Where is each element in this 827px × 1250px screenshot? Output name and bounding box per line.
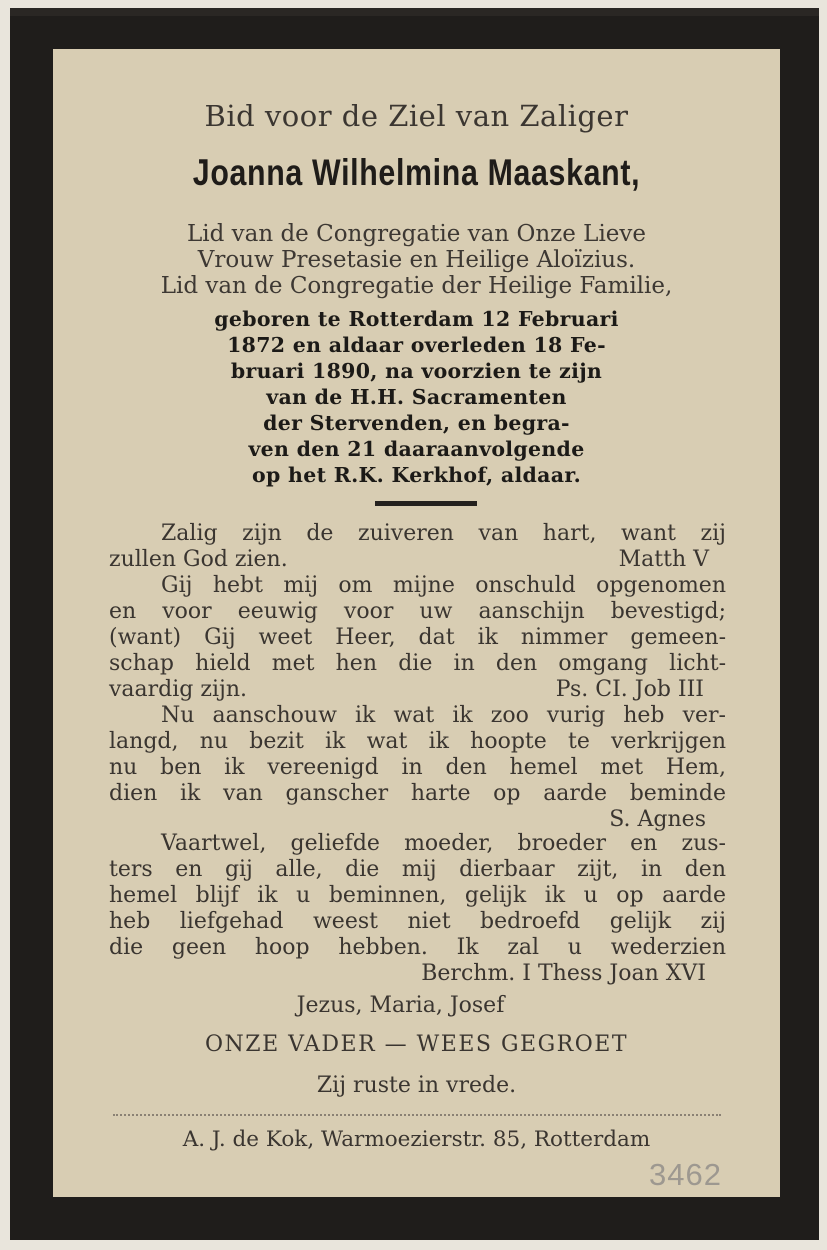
biography-line: bruari 1890, na voorzien te zijn bbox=[230, 359, 603, 383]
membership-line: Lid van de Congregatie der Heilige Familie, bbox=[160, 273, 673, 299]
verse-line: ters en gij alle, die mij dierbaar zijt, in den bbox=[109, 857, 726, 882]
invocation: Jezus, Maria, Josef bbox=[296, 993, 505, 1018]
verse-line: die geen hoop hebben. Ik zal u wederzien bbox=[109, 935, 726, 960]
verse-line: Gij hebt mij om mijne onschuld opgenomen bbox=[161, 573, 726, 598]
biography-line: der Stervenden, en begra- bbox=[263, 411, 570, 435]
mourning-card-border bbox=[10, 8, 819, 1240]
verse-line: (want) Gij weet Heer, dat ik nimmer gemeen- bbox=[109, 625, 726, 650]
verse-line: dien ik van ganscher harte op aarde beminde bbox=[109, 781, 726, 806]
printer-imprint: A. J. de Kok, Warmoezierstr. 85, Rotterdam bbox=[182, 1127, 651, 1152]
printer-separator bbox=[113, 1114, 721, 1116]
biography-line: ven den 21 daaraanvolgende bbox=[248, 437, 585, 461]
verse-reference: S. Agnes bbox=[609, 807, 706, 832]
verse-reference: Berchm. I Thess Joan XVI bbox=[421, 961, 706, 986]
biography-line: op het R.K. Kerkhof, aldaar. bbox=[251, 463, 582, 487]
verse-line: schap hield met hen die in den omgang licht- bbox=[109, 651, 726, 676]
membership-line: Lid van de Congregatie van Onze Lieve bbox=[186, 221, 647, 247]
verse-reference: Matth V bbox=[618, 547, 709, 572]
memorial-card bbox=[53, 49, 780, 1197]
deceased-name: Joanna Wilhelmina Maaskant, bbox=[192, 152, 641, 193]
card-heading: Bid voor de Ziel van Zaliger bbox=[204, 99, 629, 133]
verse-line: en voor eeuwig voor uw aanschijn bevestigd; bbox=[109, 599, 726, 624]
rest-in-peace: Zij ruste in vrede. bbox=[316, 1073, 517, 1098]
verse-reference: Ps. CI. Job III bbox=[555, 677, 704, 702]
verse-line: nu ben ik vereenigd in den hemel met Hem, bbox=[109, 755, 726, 780]
prayers-line: ONZE VADER — WEES GEGROET bbox=[205, 1032, 628, 1057]
verse-line: langd, nu bezit ik wat ik hoopte te verkrijgen bbox=[109, 729, 726, 754]
verse-line: zullen God zien. bbox=[109, 547, 288, 572]
verse-line: hemel blijf ik u beminnen, gelijk ik u op aarde bbox=[109, 883, 726, 908]
biography-line: 1872 en aldaar overleden 18 Fe- bbox=[227, 333, 606, 357]
verse-line: Zalig zijn de zuiveren van hart, want zij bbox=[161, 521, 726, 546]
verse-line: Nu aanschouw ik wat ik zoo vurig heb ver- bbox=[161, 703, 726, 728]
divider-rule bbox=[375, 501, 477, 506]
membership-line: Vrouw Presetasie en Heilige Aloïzius. bbox=[197, 247, 636, 273]
verse-line: Vaartwel, geliefde moeder, broeder en zus- bbox=[161, 831, 726, 856]
verse-line: heb liefgehad weest niet bedroefd gelijk zij bbox=[109, 909, 726, 934]
biography-line: geboren te Rotterdam 12 Februari bbox=[214, 307, 619, 331]
archive-number: 3462 bbox=[649, 1157, 722, 1192]
biography-line: van de H.H. Sacramenten bbox=[266, 385, 567, 409]
verse-line: vaardig zijn. bbox=[109, 677, 247, 702]
